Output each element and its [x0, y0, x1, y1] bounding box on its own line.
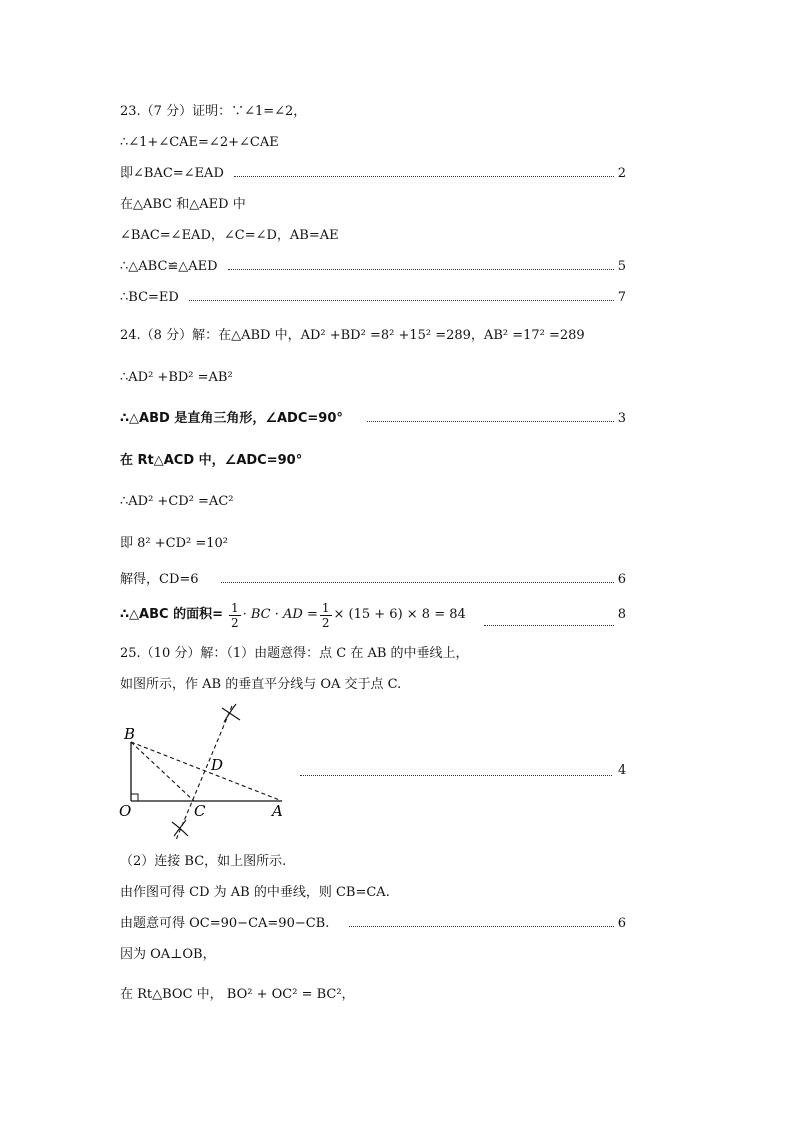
q24-line-7	[120, 570, 626, 590]
arc-mark-bottom	[174, 820, 186, 836]
arc-mark-bottom	[172, 822, 188, 836]
dot-leader	[221, 570, 614, 583]
q24-area-prefix: ∴△ABC 的面积=	[120, 607, 223, 622]
score-mark: 6	[617, 572, 626, 587]
dot-leader	[189, 288, 614, 301]
dot-leader	[367, 409, 614, 422]
q24-line-7-text: 解得，CD=6	[120, 572, 199, 587]
q24-area-tail: × (15 + 6) × 8 = 84	[333, 607, 466, 622]
fraction-one-half	[320, 601, 332, 630]
q23-line-5: ∠BAC=∠EAD，∠C=∠D，AB=AE	[120, 228, 339, 243]
q23-line-3	[120, 164, 626, 184]
q23-line-2: ∴∠1+∠CAE=∠2+∠CAE	[120, 135, 279, 150]
q24-line-6: 即 8² +CD² =10²	[120, 536, 228, 551]
q25-line-5	[120, 914, 626, 934]
dot-leader	[228, 257, 614, 270]
score-mark: 3	[617, 411, 626, 426]
q23-line-7	[120, 288, 626, 308]
q24-line-4: 在 Rt△ACD 中，∠ADC=90°	[120, 453, 303, 468]
label-b: B	[124, 725, 136, 743]
label-a: A	[272, 802, 283, 820]
dot-leader	[300, 763, 612, 776]
arc-mark-top	[224, 704, 236, 722]
q25-line-7: 在 Rt△BOC 中， BO² + OC² = BC²，	[120, 987, 355, 1002]
label-c: C	[194, 802, 206, 820]
fraction-numerator: 1	[321, 600, 330, 615]
construction-figure	[110, 700, 310, 845]
score-mark: 6	[617, 916, 626, 931]
q25-line-2: 如图所示，作 AB 的垂直平分线与 OA 交于点 C.	[120, 677, 402, 692]
q24-line-3	[120, 409, 626, 429]
score-mark: 7	[617, 290, 626, 305]
q24-line-3-text: ∴△ABD 是直角三角形，∠ADC=90°	[120, 411, 343, 426]
dot-leader	[349, 914, 613, 927]
right-angle-mark	[131, 794, 138, 801]
score-mark: 2	[617, 166, 626, 181]
q23-line-3-text: 即∠BAC=∠EAD	[120, 166, 224, 181]
q25-line-4: 由作图可得 CD 为 AB 的中垂线，则 CB=CA.	[120, 885, 390, 900]
fraction-numerator: 1	[230, 600, 239, 615]
q23-line-6	[120, 257, 626, 277]
segment-bc	[131, 742, 194, 801]
q23-line-4: 在△ABC 和△AED 中	[120, 197, 246, 212]
q24-line-2: ∴AD² +BD² =AB²	[120, 370, 233, 385]
q24-area-middle: · BC · AD =	[242, 607, 318, 622]
q24-line-8	[120, 598, 626, 632]
q25-line-1: 25.（10 分）解：（1）由题意得：点 C 在 AB 的中垂线上，	[120, 646, 469, 661]
q25-line-5-text: 由题意可得 OC=90−CA=90−CB.	[120, 916, 330, 931]
fraction-one-half	[229, 601, 241, 630]
dot-leader	[234, 164, 614, 177]
label-o: O	[119, 802, 132, 820]
q24-line-5: ∴AD² +CD² =AC²	[120, 494, 234, 509]
score-mark: 4	[618, 763, 627, 778]
q25-line-3: （2）连接 BC，如上图所示.	[120, 854, 287, 869]
q25-line-6: 因为 OA⊥OB，	[120, 947, 216, 962]
score-mark: 5	[617, 259, 626, 274]
label-d: D	[211, 756, 224, 774]
q23-line-1: 23.（7 分）证明：∵∠1=∠2，	[120, 104, 307, 119]
q24-line-1: 24.（8 分）解：在△ABD 中，AD² +BD² =8² +15² =289，AB² =17² =289	[120, 328, 585, 343]
score-mark: 8	[617, 607, 626, 622]
dot-leader	[484, 605, 614, 626]
fraction-denominator: 2	[321, 615, 330, 630]
q23-line-7-text: ∴BC=ED	[120, 290, 179, 305]
fraction-denominator: 2	[230, 615, 239, 630]
q23-line-6-text: ∴△ABC≌△AED	[120, 259, 218, 274]
segment-ab	[131, 742, 282, 801]
